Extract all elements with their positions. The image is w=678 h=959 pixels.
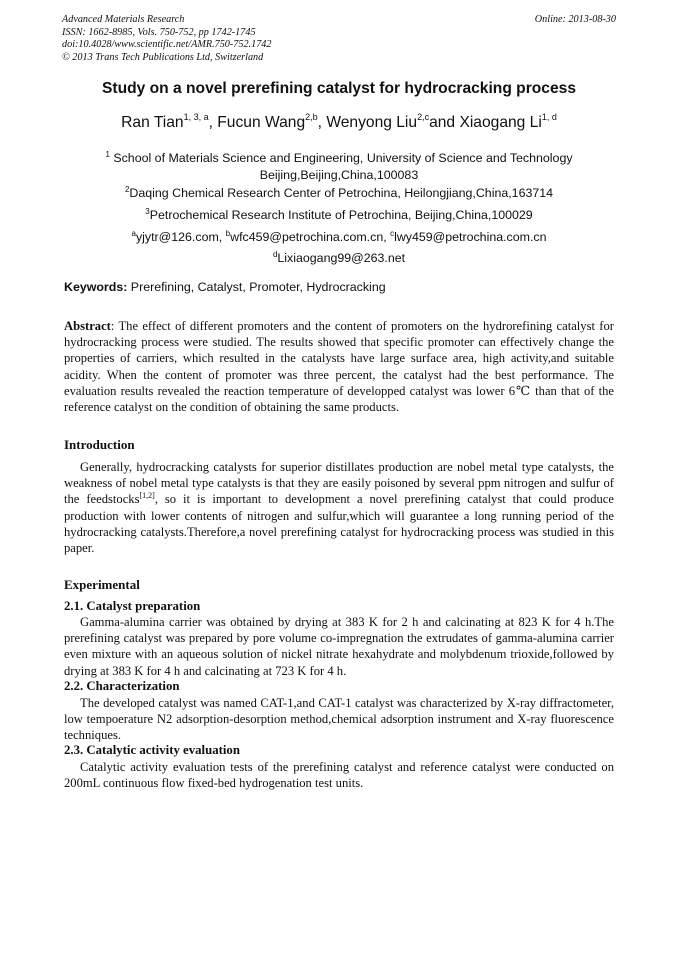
introduction-text: , so it is important to development a novel prerefining catalyst that could produce production with lower contents of nitrogen and sulfur,which will guarantee a long running period of the hydrocracking catalysts.Therefore,a novel prerefining catalyst for hydrocracking process was studied in this paper. <box>64 492 614 556</box>
introduction-text: Generally, hydrocracking catalysts for superior distillates production are nobel metal type catalysts, the weakness of nobel metal type catalysts is that they are easily poisoned by several ppm nitrogen and sulfur of the feedstocks <box>64 460 614 507</box>
subsection-heading-activity-evaluation: 2.3. Catalytic activity evaluation <box>64 743 240 757</box>
citation[interactable]: [1,2] <box>139 491 155 501</box>
keywords-label: Keywords: <box>64 280 128 294</box>
keywords-text: Prerefining, Catalyst, Promoter, Hydrocracking <box>127 280 386 294</box>
email-sup: a <box>131 229 136 238</box>
author-affil-sup: 2,c <box>417 112 430 122</box>
author-sep: , <box>317 114 327 131</box>
affiliation-sup: 3 <box>145 207 150 216</box>
email-address[interactable]: wfc459@petrochina.com.cn, <box>230 230 391 244</box>
section-heading-experimental: Experimental <box>64 577 140 592</box>
email-address[interactable]: yjytr@126.com, <box>135 230 226 244</box>
abstract <box>64 318 614 415</box>
affiliation-3 <box>64 203 614 224</box>
affiliation-sup: 2 <box>124 185 130 194</box>
email-sup: d <box>272 250 278 259</box>
author-list <box>0 112 678 132</box>
affiliation-1 <box>64 146 614 184</box>
author-name: Fucun Wang <box>217 114 306 131</box>
author-name: Xiaogang Li <box>459 114 542 131</box>
abstract-label: Abstract <box>64 319 111 333</box>
author-sep: and <box>429 114 460 131</box>
characterization-paragraph: The developed catalyst was named CAT-1,and CAT-1 catalyst was characterized by X-ray diffractometer, low tempoerature N2 adsorption-desorption method,chemical adsorption instrument and X-ray fluorescence techniques. <box>64 696 614 743</box>
email-line <box>64 246 614 267</box>
online-date: Online: 2013-08-30 <box>534 14 616 25</box>
author-affil-sup: 2,b <box>305 112 318 122</box>
author-name: Ran Tian <box>121 114 184 131</box>
introduction-paragraph <box>64 459 614 556</box>
email-sup: b <box>225 229 231 238</box>
affiliation-text: Daqing Chemical Research Center of Petrochina, Heilongjiang,China,163714 <box>129 186 554 200</box>
subsection-heading-catalyst-preparation: 2.1. Catalyst preparation <box>64 599 201 613</box>
email-address[interactable]: lwy459@petrochina.com.cn <box>394 230 547 244</box>
affiliation-sup: 1 <box>105 150 110 159</box>
journal-issn: ISSN: 1662-8985, Vols. 750-752, pp 1742-1745 <box>62 26 256 38</box>
journal-name: Advanced Materials Research <box>62 14 185 25</box>
author-name: Wenyong Liu <box>326 114 418 131</box>
subsection-heading-characterization: 2.2. Characterization <box>64 679 180 693</box>
author-affil-sup: 1, d <box>541 112 557 122</box>
email-line <box>64 225 614 246</box>
catalyst-preparation-paragraph: Gamma-alumina carrier was obtained by drying at 383 K for 2 h and calcinating at 823 K for 4 h.The prerefining catalyst was prepared by pore volume co-impregnation the extrudates of gamma-alumina carrier even mixture with an aqueous solution of nickel nitrate hexahydrate and molybdenum trioxide,followed by drying at 383 K for 4 h and calcinating at 723 K for 4 h. <box>64 615 614 678</box>
keywords <box>64 280 614 294</box>
affiliation-text: Beijing,Beijing,China,100083 <box>259 168 419 182</box>
journal-header <box>62 14 271 64</box>
activity-evaluation-paragraph: Catalytic activity evaluation tests of the prerefining catalyst and reference catalyst were conducted on 200mL continuous flow fixed-bed hydrogenation test units. <box>64 760 614 791</box>
affiliation-text: School of Materials Science and Engineering, University of Science and Technology <box>109 151 573 165</box>
email-sup: c <box>390 229 395 238</box>
affiliation-text: Petrochemical Research Institute of Petrochina, Beijing,China,100029 <box>149 208 533 222</box>
journal-doi: doi:10.4028/www.scientific.net/AMR.750-752.1742 <box>62 39 272 51</box>
affiliation-2 <box>64 181 614 202</box>
paper-title: Study on a novel prerefining catalyst for hydrocracking process <box>101 80 576 97</box>
abstract-text: : The effect of different promoters and the content of promoters on the hydrorefining catalyst for hydrocracking process were studied. The results showed that specific promoter can effectively change the properties of carriers, which resulted in the catalysts have large surface area, high activity,and suitable acidity. When the content of promoter was three percent, the catalyst had the best performance. The evaluation results revealed the reaction temperature of developped catalyst was lower 6℃ than that of the reference catalyst on the condition of obtaining the same products. <box>64 319 614 415</box>
journal-copyright: © 2013 Trans Tech Publications Ltd, Switzerland <box>62 51 264 63</box>
author-affil-sup: 1, 3, a <box>183 112 209 122</box>
email-address[interactable]: Lixiaogang99@263.net <box>277 251 406 265</box>
author-sep: , <box>208 114 218 131</box>
section-heading-introduction: Introduction <box>64 437 135 452</box>
